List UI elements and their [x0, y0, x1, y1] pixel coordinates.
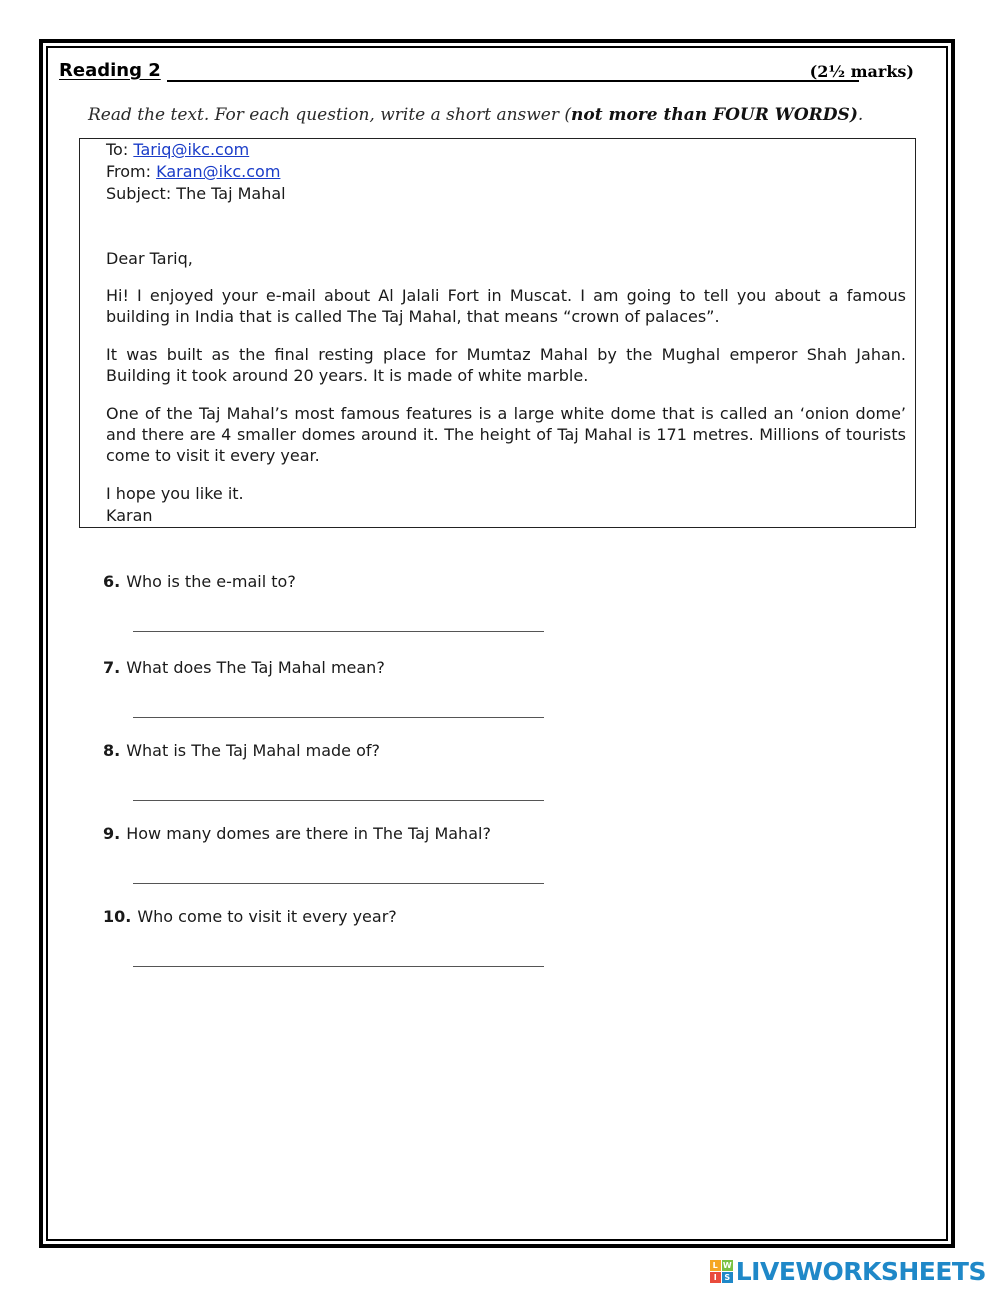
section-title: Reading 2	[59, 60, 161, 81]
email-to-link[interactable]: Tariq@ikc.com	[133, 140, 250, 159]
brand-name: LIVEWORKSHEETS	[735, 1256, 986, 1286]
email-paragraph: Hi! I enjoyed your e-mail about Al Jalali Fort in Muscat. I am going to tell you about a famous building in India that is called The Taj Mahal, that means “crown of palaces”.	[106, 286, 906, 326]
question-10: 10. Who come to visit it every year?	[103, 907, 397, 926]
question-7: 7. What does The Taj Mahal mean?	[103, 658, 385, 677]
email-subject: Subject: The Taj Mahal	[106, 184, 286, 203]
email-paragraph: One of the Taj Mahal’s most famous features is a large white dome that is called an ‘onion dome’ and there are 4 smaller domes around it. The height of Taj Mahal is 171 metres. Millions of tourists come to visit it every year.	[106, 404, 906, 465]
instruction-text: Read the text. For each question, write a short answer (not more than FOUR WORDS).	[88, 105, 864, 125]
email-paragraph: It was built as the final resting place for Mumtaz Mahal by the Mughal emperor Shah Jahan. Building it took around 20 years. It is made of white marble.	[106, 345, 906, 385]
heading-rule	[167, 80, 859, 82]
answer-line-6[interactable]	[133, 631, 544, 632]
answer-line-7[interactable]	[133, 717, 544, 718]
email-signature: Karan	[106, 506, 153, 525]
brand-badge-icon: L W I S	[710, 1260, 733, 1283]
section-heading	[59, 60, 914, 84]
question-6: 6. Who is the e-mail to?	[103, 572, 296, 591]
answer-line-8[interactable]	[133, 800, 544, 801]
answer-line-9[interactable]	[133, 883, 544, 884]
email-from-line: From: Karan@ikc.com	[106, 162, 281, 181]
instruction-emphasis: not more than FOUR WORDS)	[571, 105, 858, 125]
email-closing: I hope you like it.	[106, 484, 244, 503]
email-from-link[interactable]: Karan@ikc.com	[156, 162, 281, 181]
question-8: 8. What is The Taj Mahal made of?	[103, 741, 380, 760]
answer-line-10[interactable]	[133, 966, 544, 967]
liveworksheets-logo[interactable]	[710, 1256, 986, 1286]
question-9: 9. How many domes are there in The Taj Mahal?	[103, 824, 491, 843]
email-greeting: Dear Tariq,	[106, 249, 193, 268]
marks-label: (2½ marks)	[809, 62, 914, 81]
email-to-line: To: Tariq@ikc.com	[106, 140, 250, 159]
